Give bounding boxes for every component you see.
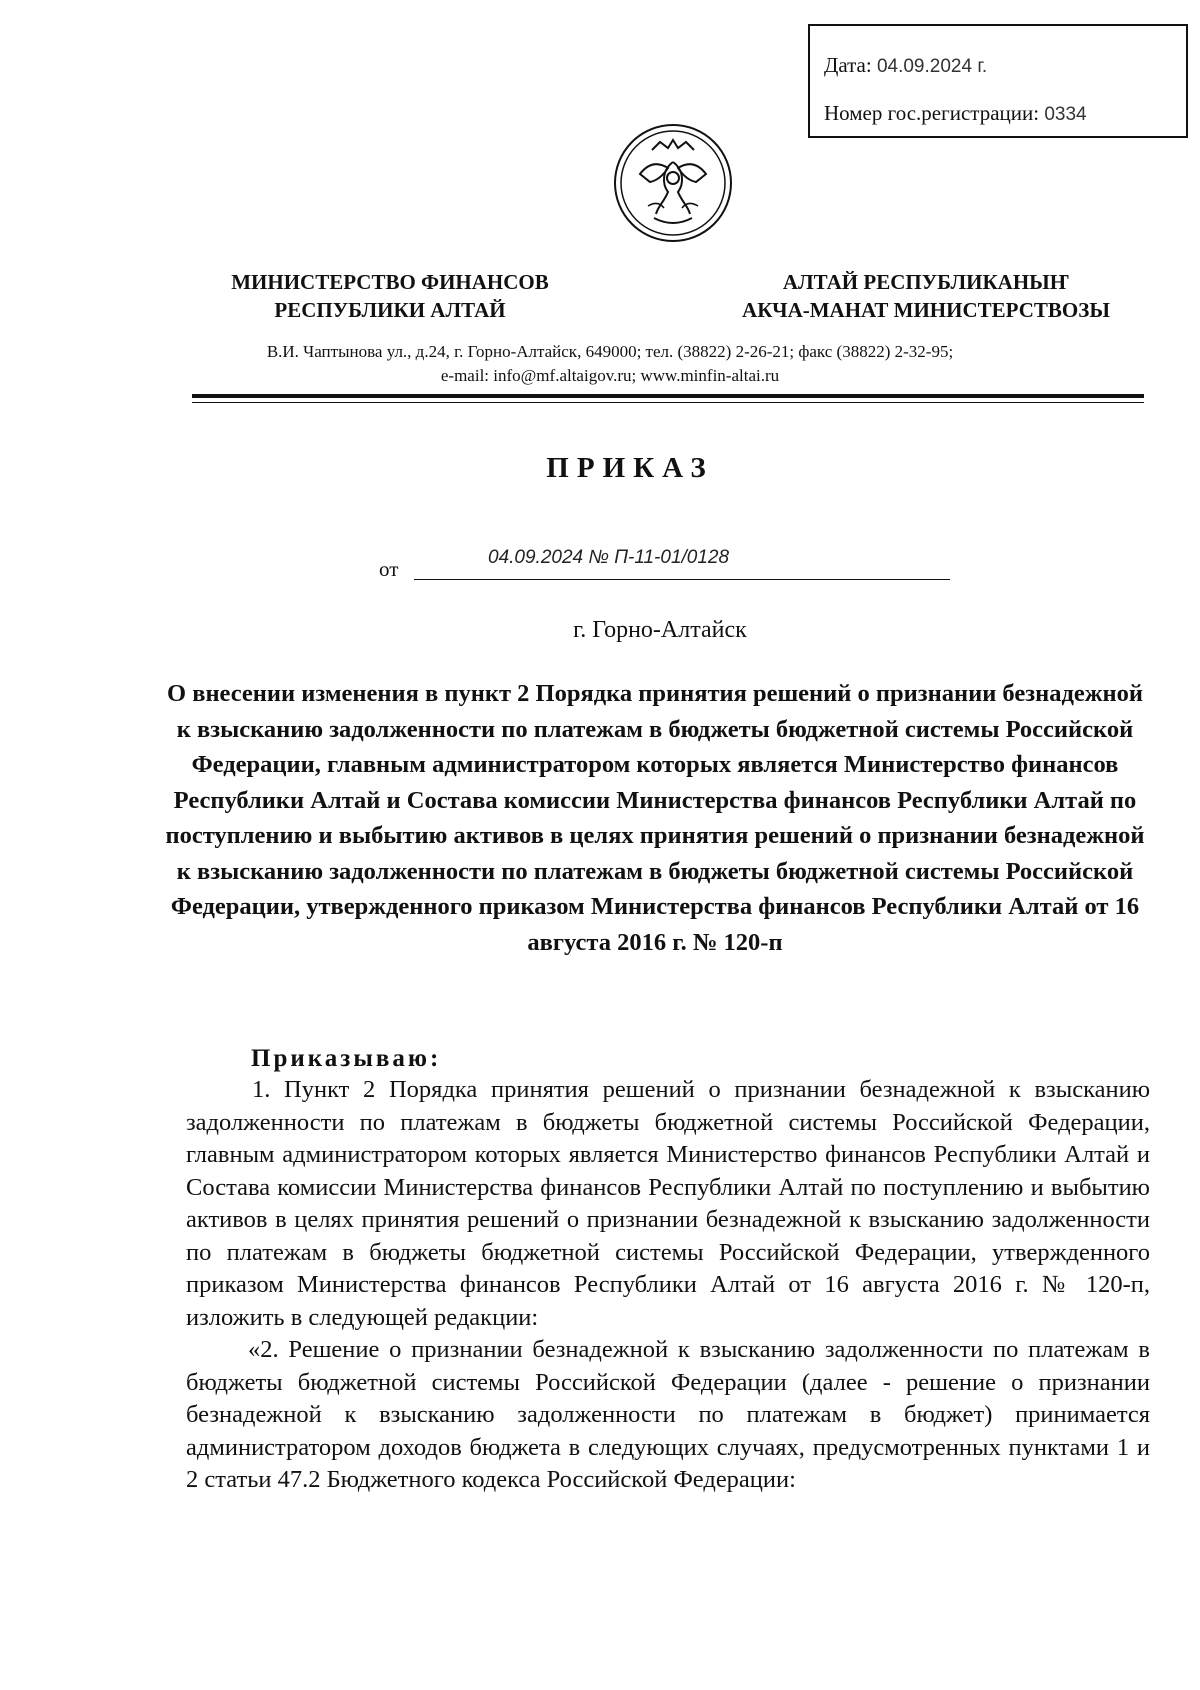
date-underline xyxy=(414,579,950,580)
body-paragraph-2: «2. Решение о признании безнадежной к взысканию задолженности по платежам в бюджеты бюджетной системы Российской Федерации (далее - решение о признании безнадежной к взысканию задолженности по платежам в бюджет) принимается администратором доходов бюджета в следующих случаях, предусмотренных пунктами 1 и 2 статьи 47.2 Бюджетного кодекса Российской Федерации: xyxy=(186,1336,1150,1493)
header-divider-thick xyxy=(192,394,1144,398)
ministry-name-russian xyxy=(210,268,570,324)
document-title: ПРИКАЗ xyxy=(546,452,714,484)
ministry-name-ru-line1: МИНИСТЕРСТВО ФИНАНСОВ xyxy=(231,270,549,294)
registration-stamp xyxy=(808,24,1188,138)
registration-date-value: 04.09.2024 г. xyxy=(876,56,988,77)
order-directive: Приказываю: xyxy=(251,1045,442,1072)
ministry-name-alt-line2: АКЧА-МАНАТ МИНИСТЕРСТВОЗЫ xyxy=(742,298,1110,322)
order-date-number: 04.09.2024 № П-11-01/0128 xyxy=(488,547,730,568)
order-body xyxy=(186,1074,1150,1497)
ministry-name-alt-line1: АЛТАЙ РЕСПУБЛИКАНЫҤ xyxy=(782,270,1070,294)
city: г. Горно-Алтайск xyxy=(573,617,747,643)
ministry-name-ru-line2: РЕСПУБЛИКИ АЛТАЙ xyxy=(274,298,506,322)
ministry-contacts xyxy=(180,340,1040,388)
date-prefix: от xyxy=(379,557,399,581)
registration-date-label: Дата: xyxy=(824,53,872,77)
registration-number-label: Номер гос.регистрации: xyxy=(824,101,1040,125)
ministry-name-altai xyxy=(716,268,1136,324)
body-paragraph-1: 1. Пункт 2 Порядка принятия решений о признании безнадежной к взысканию задолженности по платежам в бюджеты бюджетной системы Российской Федерации, главным администратором которых является Министерство финансов Республики Алтай и Состава комиссии Министерства финансов Республики Алтай по поступлению и выбытию активов в целях принятия решений о признании безнадежной к взысканию задолженности по платежам в бюджеты бюджетной системы Российской Федерации, утвержденного приказом Министерства финансов Республики Алтай от 16 августа 2016 г. № 120-п, изложить в следующей редакции: xyxy=(186,1076,1150,1331)
order-subject: О внесении изменения в пункт 2 Порядка принятия решений о признании безнадежной к взысканию задолженности по платежам в бюджеты бюджетной системы Российской Федерации, главным администратором которых является Министерство финансов Республики Алтай и Состава комиссии Министерства финансов Республики Алтай по поступлению и выбытию активов в целях принятия решений о признании безнадежной к взысканию задолженности по платежам в бюджеты бюджетной системы Российской Федерации, утвержденного приказом Министерства финансов Республики Алтай от 16 августа 2016 г. № 120-п xyxy=(165,680,1145,956)
contacts-address-line: В.И. Чаптынова ул., д.24, г. Горно-Алтайск, 649000; тел. (38822) 2-26-21; факс (38822) 2-32-95; xyxy=(266,342,954,361)
registration-number-value: 0334 xyxy=(1044,104,1087,125)
header-divider-thin xyxy=(192,402,1144,403)
registration-number xyxy=(824,90,1172,138)
registration-date xyxy=(824,42,1172,90)
contacts-web-line: e-mail: info@mf.altaigov.ru; www.minfin-altai.ru xyxy=(440,366,780,385)
coat-of-arms-icon xyxy=(612,122,734,244)
